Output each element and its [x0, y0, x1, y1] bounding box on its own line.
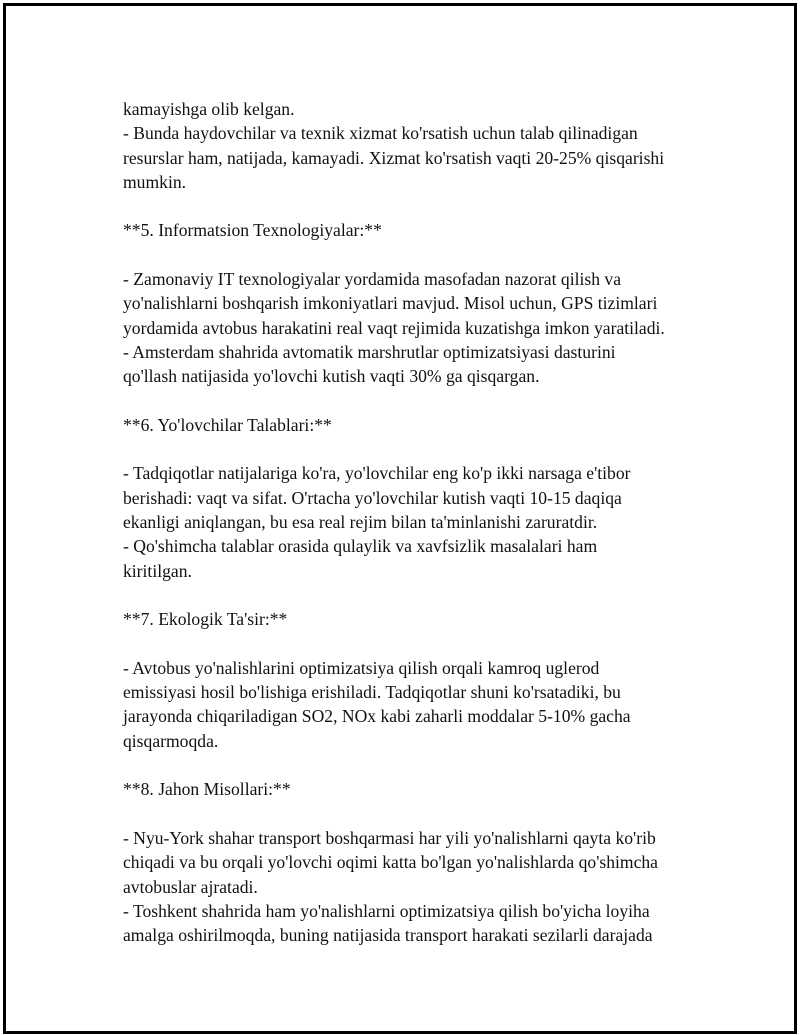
text-line: - Toshkent shahrida ham yo'nalishlarni optimizatsiya qilish bo'yicha loyiha: [123, 900, 650, 921]
text-line: mumkin.: [123, 171, 187, 192]
text-line: kamayishga olib kelgan.: [123, 99, 295, 119]
heading-text: **8. Jahon Misollari:**: [123, 779, 291, 800]
text-line: qo'llash natijasida yo'lovchi kutish vaqti 30% ga qisqargan.: [123, 366, 540, 387]
blank-line: [123, 194, 703, 218]
text-line: resurslar ham, natijada, kamayadi. Xizmat ko'rsatish vaqti 20-25% qisqarishi: [123, 147, 665, 168]
text-line: - Zamonaviy IT texnologiyalar yordamida masofadan nazorat qilish va: [123, 269, 622, 290]
paragraph: [123, 340, 703, 389]
paragraph: [123, 656, 703, 753]
heading-text: **5. Informatsion Texnologiyalar:**: [123, 220, 382, 241]
section-heading: [123, 777, 703, 801]
blank-line: [123, 389, 703, 413]
paragraph: [123, 899, 703, 948]
blank-line: [123, 243, 703, 267]
section-heading: [123, 218, 703, 242]
heading-text: **6. Yo'lovchilar Talablari:**: [123, 414, 332, 435]
text-line: kiritilgan.: [123, 560, 192, 581]
blank-line: [123, 437, 703, 461]
paragraph: [123, 121, 703, 194]
text-line: yo'nalishlarni boshqarish imkoniyatlari mavjud. Misol uchun, GPS tizimlari: [123, 293, 658, 314]
paragraph: [123, 826, 703, 899]
page-frame: [3, 3, 797, 1034]
paragraph: [123, 267, 703, 340]
blank-line: [123, 632, 703, 656]
text-line: - Nyu-York shahar transport boshqarmasi har yili yo'nalishlarni qayta ko'rib: [123, 827, 656, 848]
text-line: - Tadqiqotlar natijalariga ko'ra, yo'lovchilar eng ko'p ikki narsaga e'tibor: [123, 463, 631, 484]
text-line: emissiyasi hosil bo'lishiga erishiladi. Tadqiqotlar shuni ko'rsatadiki, bu: [123, 682, 621, 703]
paragraph: [123, 97, 703, 121]
text-line: - Avtobus yo'nalishlarini optimizatsiya qilish orqali kamroq uglerod: [123, 657, 600, 678]
blank-line: [123, 753, 703, 777]
text-line: yordamida avtobus harakatini real vaqt rejimida kuzatishga imkon yaratiladi.: [123, 317, 665, 338]
paragraph: [123, 461, 703, 534]
text-line: jarayonda chiqariladigan SO2, NOx kabi zaharli moddalar 5-10% gacha: [123, 706, 631, 727]
heading-text: **7. Ekologik Ta'sir:**: [123, 609, 288, 630]
paragraph: [123, 534, 703, 583]
text-line: amalga oshirilmoqda, buning natijasida transport harakati sezilarli darajada: [123, 925, 653, 946]
text-line: berishadi: vaqt va sifat. O'rtacha yo'lovchilar kutish vaqti 10-15 daqiqa: [123, 487, 622, 508]
text-line: qisqarmoqda.: [123, 730, 219, 751]
text-line: chiqadi va bu orqali yo'lovchi oqimi katta bo'lgan yo'nalishlarda qo'shimcha: [123, 852, 658, 873]
section-heading: [123, 413, 703, 437]
text-line: - Amsterdam shahrida avtomatik marshrutlar optimizatsiyasi dasturini: [123, 341, 616, 362]
blank-line: [123, 802, 703, 826]
text-line: - Qo'shimcha talablar orasida qulaylik va xavfsizlik masalalari ham: [123, 536, 598, 557]
text-line: avtobuslar ajratadi.: [123, 876, 258, 897]
text-line: - Bunda haydovchilar va texnik xizmat ko'rsatish uchun talab qilinadigan: [123, 123, 638, 144]
text-line: ekanligi aniqlangan, bu esa real rejim bilan ta'minlanishi zaruratdir.: [123, 512, 598, 533]
section-heading: [123, 607, 703, 631]
blank-line: [123, 583, 703, 607]
document-body: [123, 97, 703, 947]
